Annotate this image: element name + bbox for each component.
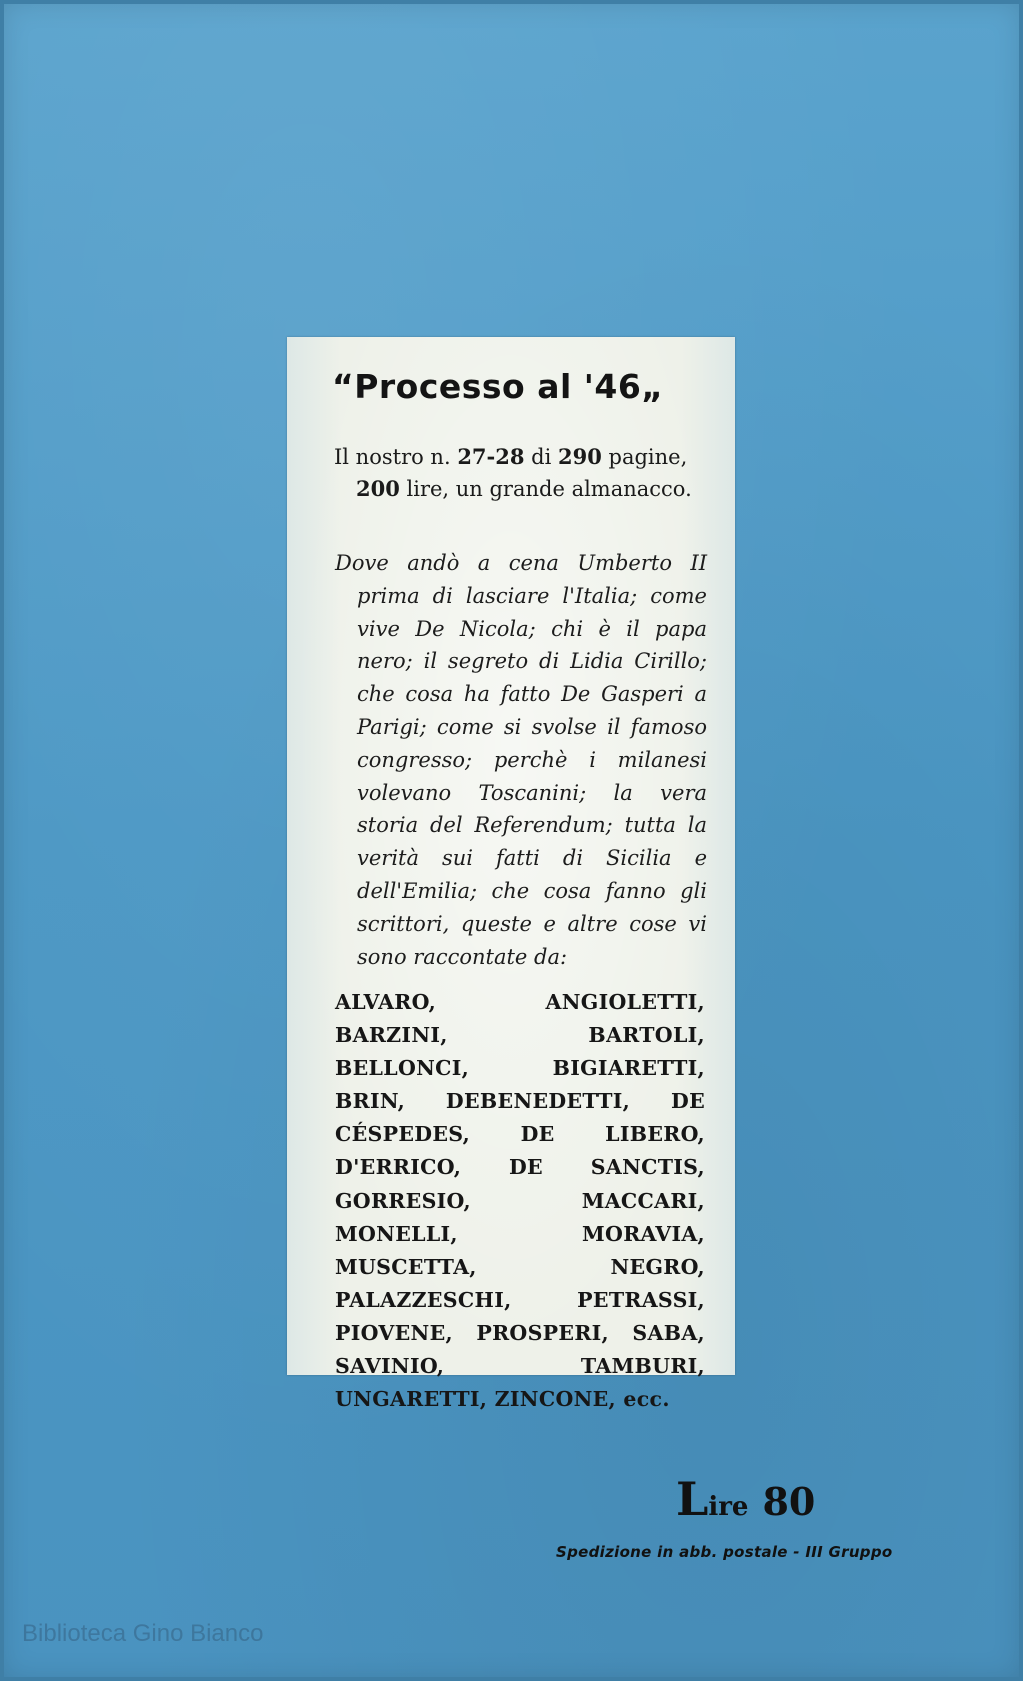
intro-page-count: 290 [558, 444, 602, 469]
description-text: Dove andò a cena Umberto II prima di lasciare l'Italia; come vive De Nicola; chi è il papa nero; il segreto di Lidia Cirillo; che cosa ha fatto De Gasperi a Parigi; come si svolse il famoso congresso; perchè i milanesi volevano Toscanini; la vera storia del Referendum; tutta la verità sui fatti di Sicilia e dell'Emilia; che cosa fanno gli scrittori, queste e altre cose vi sono raccontate da: [335, 551, 707, 969]
ad-title: “Processo al '46„ [332, 367, 664, 406]
ad-description [335, 547, 707, 973]
intro-line2-suffix: lire, un grande almanacco. [399, 477, 692, 501]
intro-price: 200 [356, 476, 400, 501]
library-watermark: Biblioteca Gino Bianco [22, 1620, 264, 1647]
intro-line2 [334, 473, 714, 505]
intro-line1-suffix: pagine, [601, 445, 688, 469]
intro-mid: di [524, 445, 558, 469]
cover-price [676, 1472, 815, 1526]
intro-prefix: Il nostro n. [334, 445, 458, 469]
price-word: ire [708, 1492, 749, 1522]
price-value: 80 [762, 1479, 816, 1524]
price-initial: L [676, 1472, 709, 1526]
author-list: ALVARO, ANGIOLETTI, BARZINI, BARTOLI, BELLONCI, BIGIARETTI, BRIN, DEBENEDETTI, DE CÉSPEDES, DE LIBERO, D'ERRICO, DE SANCTIS, GORRESIO, MACCARI, MONELLI, MORAVIA, MUSCETTA, NEGRO, PALAZZESCHI, PETRASSI, PIOVENE, PROSPERI, SABA, SAVINIO, TAMBURI, UNGARETTI, ZINCONE, ecc. [335, 990, 705, 1412]
intro-issue-number: 27-28 [457, 444, 525, 469]
ad-intro [334, 441, 714, 505]
postal-note: Spedizione in abb. postale - III Gruppo [556, 1543, 893, 1561]
advertisement-panel [287, 337, 735, 1412]
